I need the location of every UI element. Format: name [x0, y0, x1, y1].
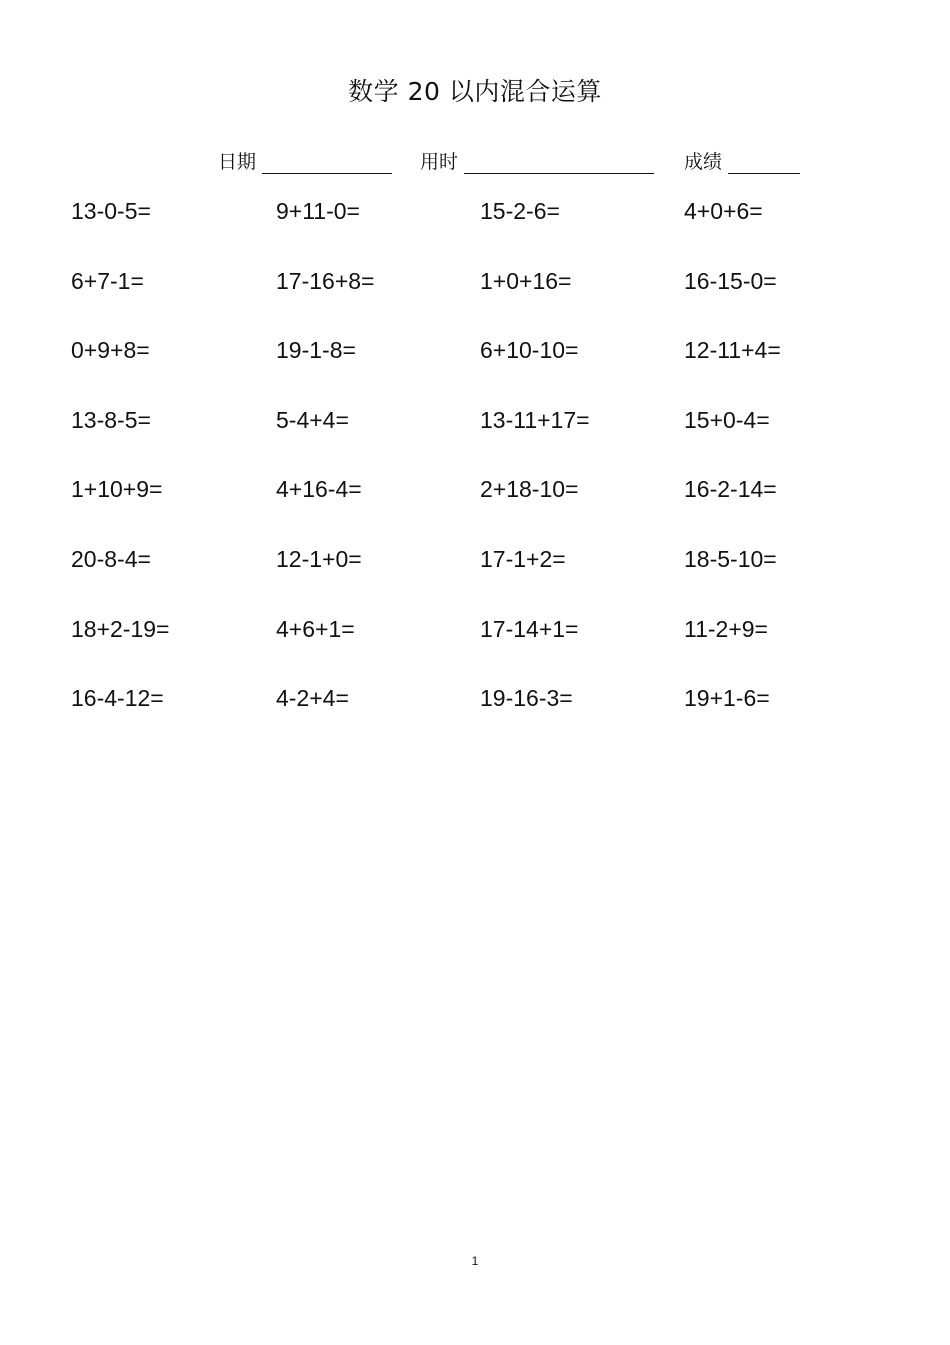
problem: 20-8-4= — [71, 545, 151, 572]
problem-grid — [71, 195, 911, 752]
date-label: 日期 — [218, 151, 257, 173]
problem: 13-0-5= — [71, 198, 151, 224]
problem: 4-2+4= — [276, 685, 349, 712]
problem: 2+18-10= — [480, 476, 579, 503]
problem: 13-11+17= — [480, 406, 590, 433]
problem: 9+11-0= — [276, 198, 360, 224]
time-field — [420, 147, 654, 174]
problem: 17-1+2= — [480, 545, 566, 572]
problem: 17-14+1= — [480, 615, 579, 642]
problem: 15-2-6= — [480, 198, 560, 224]
problem: 12-1+0= — [276, 545, 362, 572]
problem: 11-2+9= — [684, 615, 768, 642]
problem: 15+0-4= — [684, 406, 770, 433]
time-blank-line — [464, 151, 654, 174]
problem: 4+16-4= — [276, 476, 362, 503]
problem: 19+1-6= — [684, 685, 770, 712]
time-label: 用时 — [420, 151, 459, 173]
problem: 13-8-5= — [71, 406, 151, 433]
problem: 16-2-14= — [684, 476, 777, 503]
score-field — [684, 147, 800, 174]
problem: 18+2-19= — [71, 615, 170, 642]
problem: 6+7-1= — [71, 267, 144, 294]
problem: 17-16+8= — [276, 267, 375, 294]
problem: 4+6+1= — [276, 615, 355, 642]
page-title: 数学 20 以内混合运算 — [348, 77, 602, 106]
problem: 19-1-8= — [276, 337, 356, 364]
problem: 16-15-0= — [684, 267, 777, 294]
problem: 6+10-10= — [480, 337, 579, 364]
problem: 4+0+6= — [684, 198, 763, 224]
page-number: 1 — [471, 1254, 479, 1268]
date-field — [218, 147, 392, 174]
score-label: 成绩 — [684, 151, 723, 173]
score-blank-line — [728, 151, 800, 174]
problem: 1+0+16= — [480, 267, 572, 294]
date-blank-line — [262, 151, 392, 174]
problem: 1+10+9= — [71, 476, 163, 503]
problem: 19-16-3= — [480, 685, 573, 712]
problem: 18-5-10= — [684, 545, 777, 572]
problem: 0+9+8= — [71, 337, 150, 364]
problem: 16-4-12= — [71, 685, 164, 712]
problem: 5-4+4= — [276, 406, 349, 433]
problem: 12-11+4= — [684, 337, 781, 364]
